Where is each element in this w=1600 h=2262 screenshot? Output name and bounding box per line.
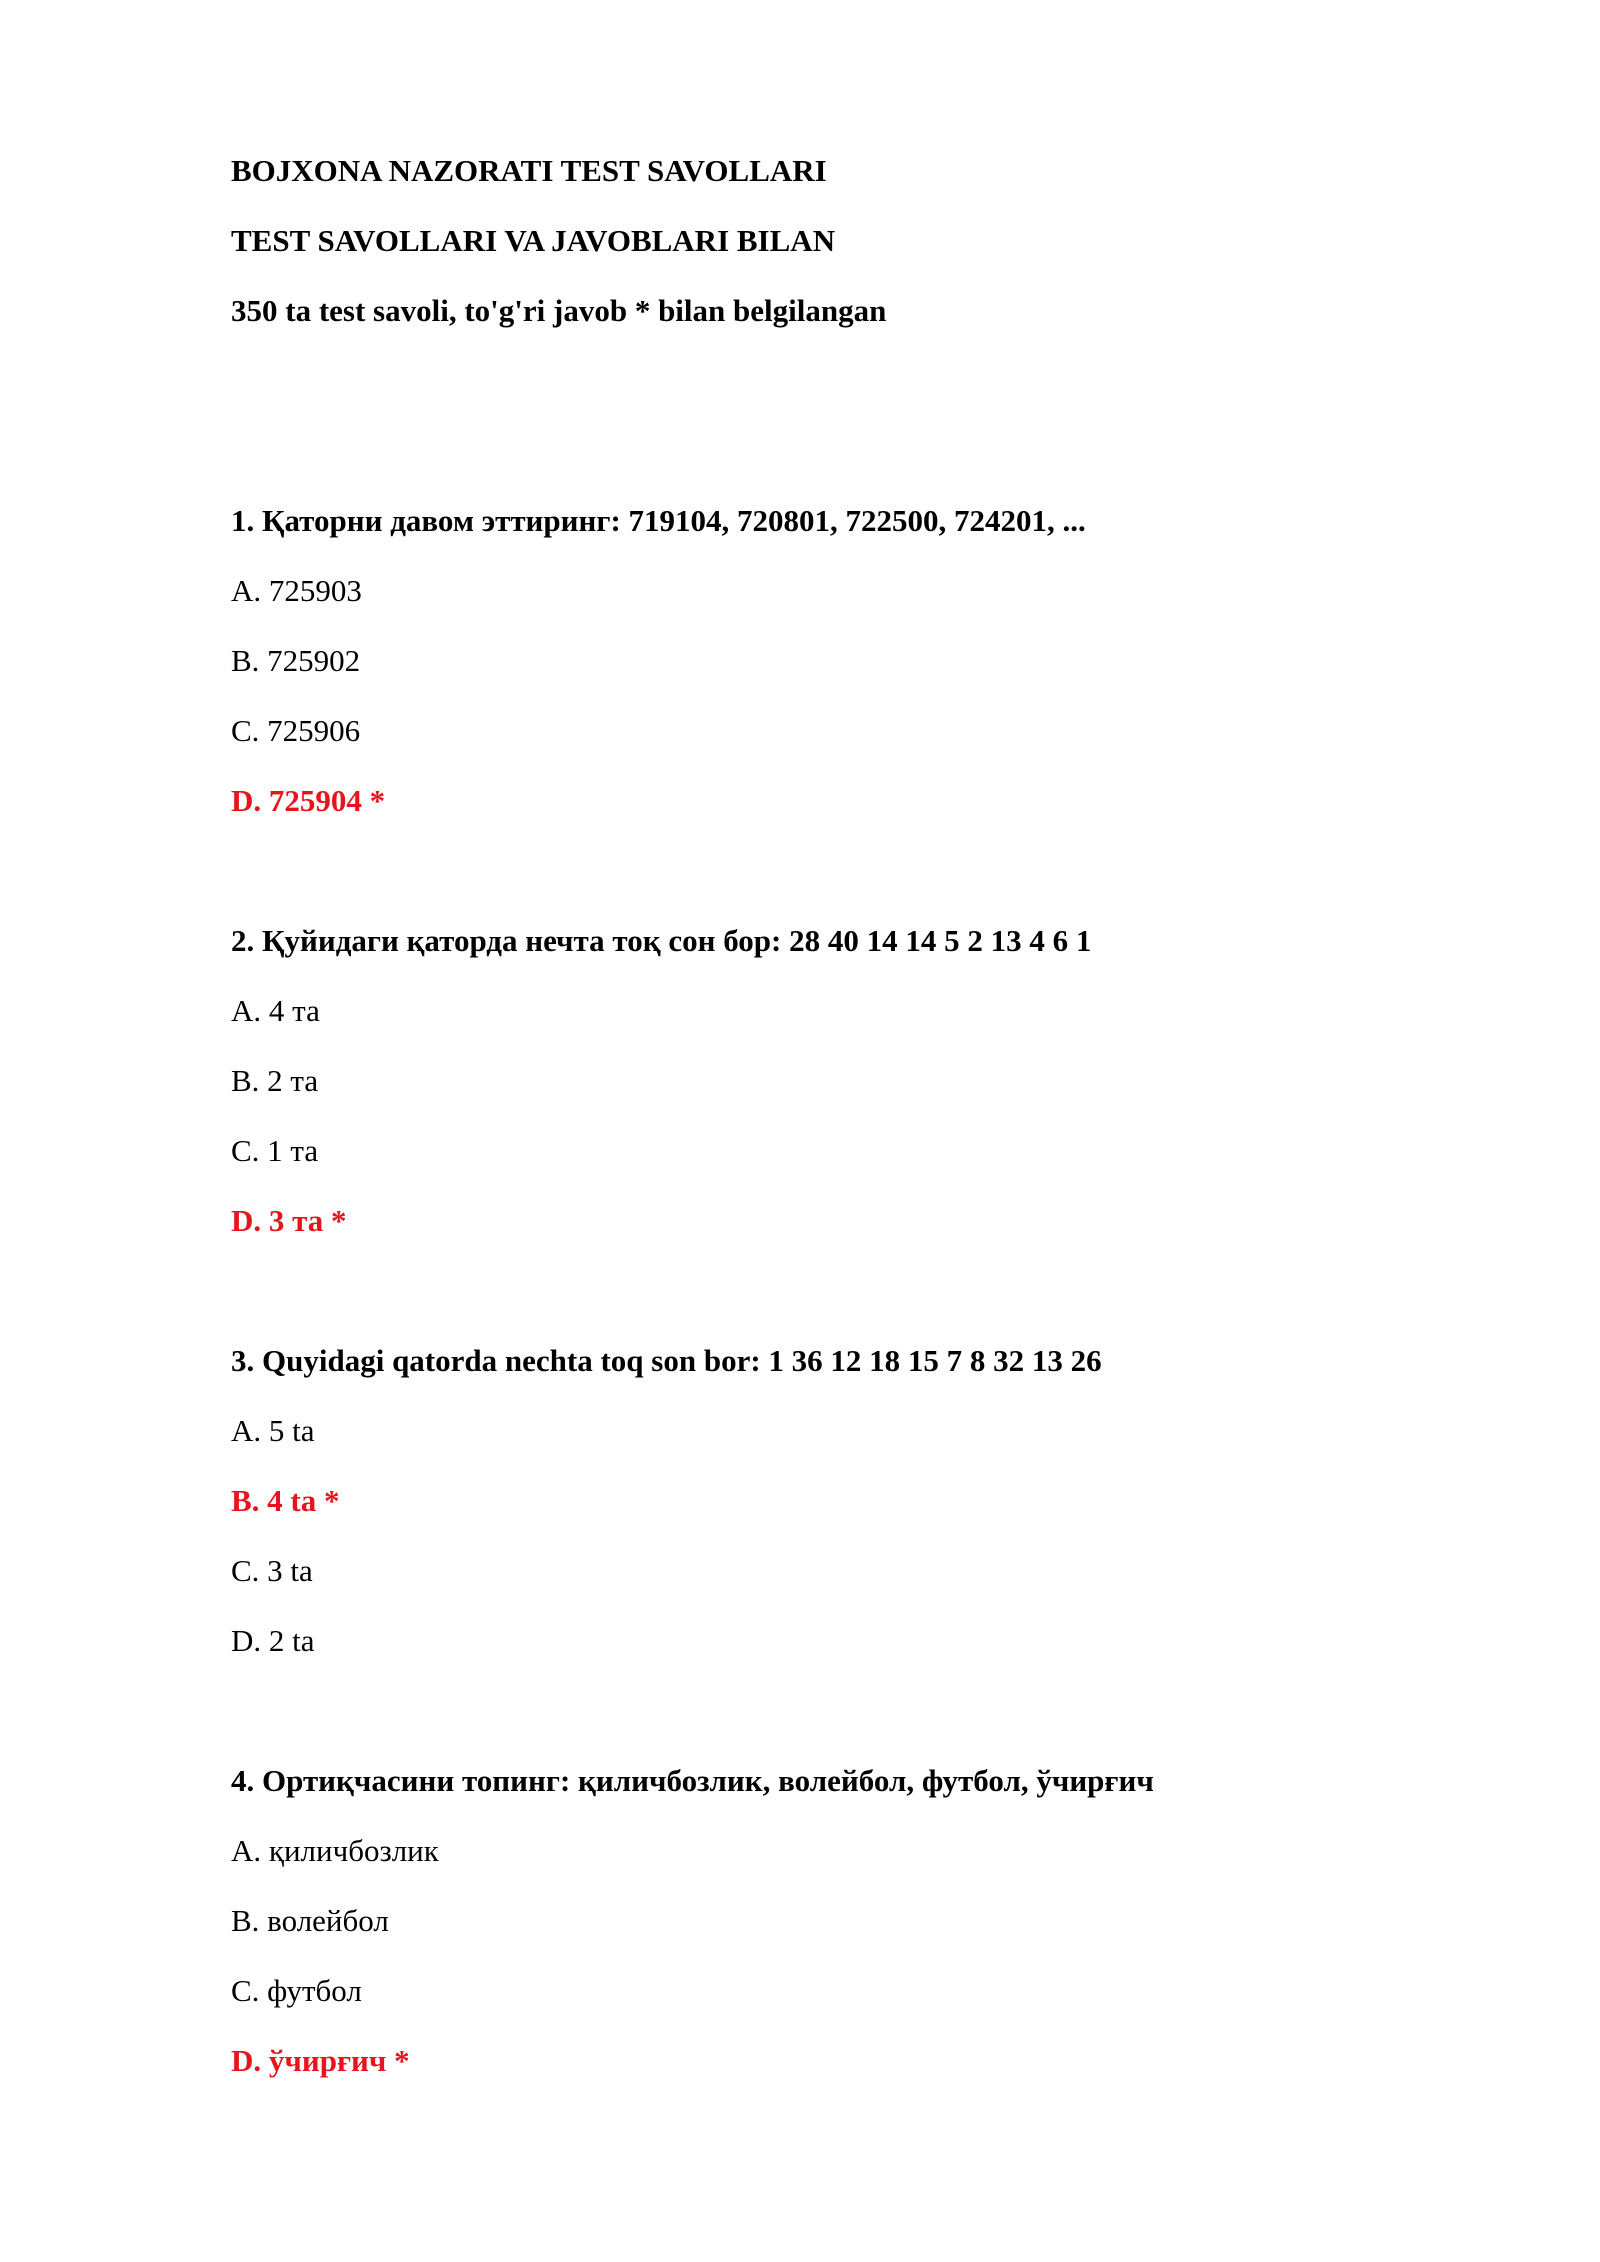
question-4-option-c: C. футбол — [231, 1973, 362, 2008]
question-3-text: 3. Quyidagi qatorda nechta toq son bor: 1 36 12 18 15 7 8 32 13 26 — [231, 1343, 1102, 1378]
question-4-option-b: B. волейбол — [231, 1903, 389, 1938]
document-subtitle: TEST SAVOLLARI VA JAVOBLARI BILAN — [231, 223, 836, 258]
question-3-option-c: C. 3 ta — [231, 1553, 313, 1588]
question-2-option-a: A. 4 та — [231, 993, 320, 1028]
question-3-option-d: D. 2 ta — [231, 1623, 315, 1658]
question-1-option-c: C. 725906 — [231, 713, 361, 748]
question-2-option-b: B. 2 та — [231, 1063, 319, 1098]
question-1-option-a: A. 725903 — [231, 573, 362, 608]
question-3-option-a: A. 5 ta — [231, 1413, 315, 1448]
question-1-option-b: B. 725902 — [231, 643, 361, 678]
question-4-text: 4. Ортиқчасини топинг: қиличбозлик, волейбол, футбол, ўчирғич — [231, 1763, 1154, 1798]
question-2-option-c: C. 1 та — [231, 1133, 319, 1168]
question-4-option-a: A. қиличбозлик — [231, 1833, 439, 1868]
question-2-text: 2. Қуйидаги қаторда нечта тоқ сон бор: 28 40 14 14 5 2 13 4 6 1 — [231, 923, 1092, 958]
question-1-text: 1. Қаторни давом эттиринг: 719104, 720801, 722500, 724201, ... — [231, 503, 1086, 538]
question-1-option-d-correct: D. 725904 * — [231, 783, 386, 818]
document-title: BOJXONA NAZORATI TEST SAVOLLARI — [231, 153, 827, 188]
question-3-option-b-correct: B. 4 ta * — [231, 1483, 340, 1518]
question-4-option-d-correct: D. ўчирғич * — [231, 2043, 410, 2078]
document-note: 350 ta test savoli, to'g'ri javob * bilan belgilangan — [231, 293, 887, 328]
question-2-option-d-correct: D. 3 та * — [231, 1203, 347, 1238]
